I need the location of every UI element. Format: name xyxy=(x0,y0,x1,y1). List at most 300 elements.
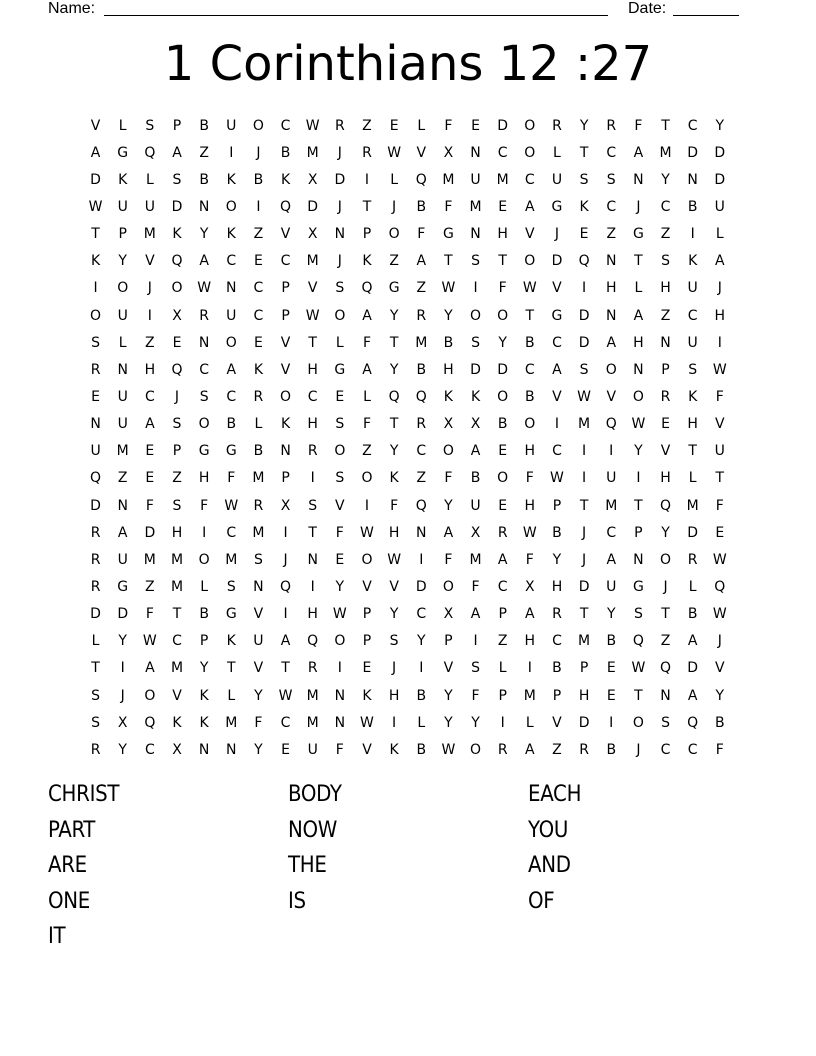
grid-letter[interactable]: P xyxy=(552,687,562,704)
grid-letter[interactable]: X xyxy=(525,578,535,595)
grid-letter[interactable]: Y xyxy=(471,714,480,731)
grid-letter[interactable]: I xyxy=(392,714,397,731)
grid-letter[interactable]: S xyxy=(308,497,318,514)
grid-letter[interactable]: D xyxy=(578,578,590,595)
grid-letter[interactable]: C xyxy=(497,578,508,595)
grid-letter[interactable]: P xyxy=(362,606,372,623)
grid-letter[interactable]: Q xyxy=(415,171,427,188)
grid-letter[interactable]: V xyxy=(253,660,264,677)
grid-letter[interactable]: Y xyxy=(498,334,507,351)
grid-letter[interactable]: K xyxy=(579,198,589,215)
grid-letter[interactable]: U xyxy=(714,443,725,460)
grid-letter[interactable]: H xyxy=(687,416,698,433)
grid-letter[interactable]: F xyxy=(390,497,399,514)
grid-letter[interactable]: O xyxy=(90,307,102,324)
grid-letter[interactable]: R xyxy=(660,388,671,405)
grid-letter[interactable]: O xyxy=(497,388,509,405)
grid-letter[interactable]: A xyxy=(687,687,698,704)
grid-letter[interactable]: R xyxy=(90,578,101,595)
grid-letter[interactable]: Z xyxy=(389,253,399,270)
grid-letter[interactable]: U xyxy=(226,117,237,134)
grid-letter[interactable]: V xyxy=(552,388,562,405)
grid-letter[interactable]: Y xyxy=(389,606,399,623)
grid-letter[interactable]: Z xyxy=(253,226,264,243)
grid-letter[interactable]: R xyxy=(90,524,101,541)
grid-letter[interactable]: W xyxy=(360,714,374,731)
grid-letter[interactable]: Y xyxy=(444,307,453,324)
grid-letter[interactable]: W xyxy=(305,307,320,324)
grid-letter[interactable]: N xyxy=(470,144,481,161)
grid-letter[interactable]: A xyxy=(443,524,454,541)
grid-letter[interactable]: F xyxy=(362,416,371,433)
grid-letter[interactable]: N xyxy=(470,226,481,243)
grid-letter[interactable]: Z xyxy=(362,443,372,460)
grid-letter[interactable]: N xyxy=(198,334,210,351)
grid-letter[interactable]: L xyxy=(118,117,127,134)
grid-letter[interactable]: U xyxy=(687,280,698,297)
grid-letter[interactable]: S xyxy=(661,714,670,731)
grid-letter[interactable]: M xyxy=(659,144,672,161)
grid-letter[interactable]: L xyxy=(553,144,561,161)
grid-letter[interactable]: Y xyxy=(444,714,453,731)
grid-letter[interactable]: Y xyxy=(118,741,127,758)
grid-letter[interactable]: I xyxy=(202,524,207,541)
grid-letter[interactable]: G xyxy=(117,144,129,161)
grid-letter[interactable]: A xyxy=(362,361,372,378)
grid-letter[interactable]: H xyxy=(633,334,644,351)
grid-letter[interactable]: X xyxy=(470,524,481,541)
grid-letter[interactable]: X xyxy=(443,416,454,433)
grid-letter[interactable]: R xyxy=(307,443,318,460)
grid-letter[interactable]: Z xyxy=(660,633,671,650)
grid-letter[interactable]: L xyxy=(363,388,371,405)
grid-letter[interactable]: R xyxy=(416,416,427,433)
grid-letter[interactable]: K xyxy=(280,416,291,433)
grid-letter[interactable]: S xyxy=(471,334,480,351)
grid-letter[interactable]: T xyxy=(634,687,643,704)
grid-letter[interactable]: M xyxy=(225,551,238,568)
grid-letter[interactable]: M xyxy=(686,497,699,514)
grid-letter[interactable]: L xyxy=(254,416,263,433)
grid-letter[interactable]: P xyxy=(661,361,670,378)
grid-letter[interactable]: G xyxy=(225,606,237,623)
grid-letter[interactable]: R xyxy=(362,144,372,161)
grid-letter[interactable]: S xyxy=(172,497,182,514)
grid-letter[interactable]: H xyxy=(660,470,671,487)
grid-letter[interactable]: K xyxy=(443,388,453,405)
grid-letter[interactable]: Y xyxy=(552,551,562,568)
grid-letter[interactable]: W xyxy=(631,660,646,677)
grid-letter[interactable]: K xyxy=(362,687,372,704)
grid-letter[interactable]: L xyxy=(417,117,426,134)
grid-letter[interactable]: R xyxy=(307,660,318,677)
grid-letter[interactable]: J xyxy=(582,524,587,541)
name-blank[interactable] xyxy=(104,15,608,16)
grid-letter[interactable]: O xyxy=(334,633,346,650)
grid-letter[interactable]: V xyxy=(552,714,562,731)
grid-letter[interactable]: Y xyxy=(254,741,263,758)
grid-letter[interactable]: P xyxy=(498,606,507,623)
grid-letter[interactable]: U xyxy=(606,470,617,487)
grid-letter[interactable]: O xyxy=(388,226,400,243)
grid-letter[interactable]: V xyxy=(280,334,291,351)
grid-letter[interactable]: T xyxy=(172,606,182,623)
grid-letter[interactable]: V xyxy=(525,226,535,243)
grid-letter[interactable]: H xyxy=(660,280,671,297)
grid-letter[interactable]: E xyxy=(281,741,290,758)
grid-letter[interactable]: F xyxy=(417,226,426,243)
grid-letter[interactable]: A xyxy=(226,361,237,378)
grid-letter[interactable]: G xyxy=(334,361,346,378)
grid-letter[interactable]: D xyxy=(334,171,346,188)
grid-letter[interactable]: Q xyxy=(90,470,102,487)
grid-letter[interactable]: O xyxy=(524,117,536,134)
grid-letter[interactable]: A xyxy=(470,443,481,460)
grid-letter[interactable]: K xyxy=(118,171,128,188)
grid-letter[interactable]: E xyxy=(335,388,345,405)
grid-letter[interactable]: S xyxy=(335,470,345,487)
grid-letter[interactable]: Z xyxy=(145,334,155,351)
grid-letter[interactable]: U xyxy=(117,307,128,324)
grid-letter[interactable]: M xyxy=(170,660,184,677)
grid-letter[interactable]: V xyxy=(362,578,372,595)
grid-letter[interactable]: A xyxy=(687,633,698,650)
grid-letter[interactable]: E xyxy=(145,470,155,487)
grid-letter[interactable]: N xyxy=(334,714,346,731)
grid-letter[interactable]: Z xyxy=(145,578,155,595)
grid-letter[interactable]: X xyxy=(470,416,481,433)
grid-letter[interactable]: V xyxy=(389,578,399,595)
grid-letter[interactable]: O xyxy=(442,578,454,595)
grid-letter[interactable]: Y xyxy=(715,117,725,134)
grid-letter[interactable]: O xyxy=(442,443,454,460)
grid-letter[interactable]: V xyxy=(552,280,562,297)
grid-letter[interactable]: W xyxy=(577,388,592,405)
grid-letter[interactable]: P xyxy=(281,280,290,297)
grid-letter[interactable]: M xyxy=(143,226,156,243)
grid-letter[interactable]: C xyxy=(552,633,562,650)
grid-letter[interactable]: H xyxy=(714,307,726,324)
grid-letter[interactable]: I xyxy=(636,470,641,487)
grid-letter[interactable]: T xyxy=(498,253,507,270)
grid-letter[interactable]: O xyxy=(632,388,644,405)
grid-letter[interactable]: Y xyxy=(634,443,643,460)
grid-letter[interactable]: E xyxy=(172,334,182,351)
grid-letter[interactable]: A xyxy=(633,144,644,161)
grid-letter[interactable]: N xyxy=(416,524,427,541)
grid-letter[interactable]: X xyxy=(307,226,318,243)
grid-letter[interactable]: I xyxy=(310,470,315,487)
grid-letter[interactable]: J xyxy=(147,280,152,297)
grid-letter[interactable]: Z xyxy=(416,280,427,297)
grid-letter[interactable]: P xyxy=(281,307,290,324)
grid-letter[interactable]: C xyxy=(226,388,237,405)
grid-letter[interactable]: S xyxy=(91,687,101,704)
grid-letter[interactable]: E xyxy=(606,687,616,704)
grid-letter[interactable]: N xyxy=(633,171,644,188)
grid-letter[interactable]: D xyxy=(687,660,699,677)
grid-letter[interactable]: N xyxy=(687,171,698,188)
grid-letter[interactable]: T xyxy=(91,660,100,677)
grid-letter[interactable]: O xyxy=(225,198,237,215)
grid-letter[interactable]: H xyxy=(144,361,156,378)
grid-letter[interactable]: H xyxy=(198,470,210,487)
grid-letter[interactable]: Z xyxy=(416,470,427,487)
grid-letter[interactable]: B xyxy=(497,416,508,433)
date-blank[interactable] xyxy=(673,15,739,16)
grid-letter[interactable]: N xyxy=(253,578,264,595)
grid-letter[interactable]: M xyxy=(306,144,319,161)
grid-letter[interactable]: B xyxy=(552,660,562,677)
grid-letter[interactable]: O xyxy=(632,714,644,731)
grid-letter[interactable]: V xyxy=(660,443,671,460)
grid-letter[interactable]: K xyxy=(172,226,182,243)
grid-letter[interactable]: D xyxy=(307,198,319,215)
grid-letter[interactable]: P xyxy=(552,497,562,514)
grid-letter[interactable]: T xyxy=(579,144,589,161)
grid-letter[interactable]: W xyxy=(522,280,537,297)
grid-letter[interactable]: I xyxy=(473,633,478,650)
grid-letter[interactable]: S xyxy=(335,416,345,433)
grid-letter[interactable]: F xyxy=(715,388,724,405)
grid-letter[interactable]: F xyxy=(444,470,453,487)
grid-letter[interactable]: I xyxy=(609,443,614,460)
grid-letter[interactable]: G xyxy=(442,226,454,243)
grid-letter[interactable]: S xyxy=(389,633,399,650)
grid-letter[interactable]: Y xyxy=(715,687,725,704)
grid-letter[interactable]: N xyxy=(117,361,128,378)
grid-letter[interactable]: H xyxy=(388,687,400,704)
grid-letter[interactable]: A xyxy=(90,144,101,161)
grid-letter[interactable]: D xyxy=(578,714,590,731)
grid-letter[interactable]: F xyxy=(498,280,507,297)
grid-letter[interactable]: L xyxy=(390,171,399,188)
grid-letter[interactable]: G xyxy=(632,226,644,243)
grid-letter[interactable]: O xyxy=(497,470,509,487)
grid-letter[interactable]: M xyxy=(469,198,482,215)
grid-letter[interactable]: O xyxy=(660,551,672,568)
grid-letter[interactable]: J xyxy=(337,253,342,270)
grid-letter[interactable]: Z xyxy=(606,226,617,243)
grid-letter[interactable]: T xyxy=(444,253,453,270)
grid-letter[interactable]: Q xyxy=(687,714,699,731)
grid-letter[interactable]: Q xyxy=(388,388,400,405)
grid-letter[interactable]: A xyxy=(117,524,128,541)
grid-letter[interactable]: P xyxy=(118,226,127,243)
grid-letter[interactable]: U xyxy=(226,307,237,324)
grid-letter[interactable]: B xyxy=(226,416,237,433)
grid-letter[interactable]: W xyxy=(332,606,347,623)
grid-letter[interactable]: Y xyxy=(389,443,399,460)
grid-letter[interactable]: I xyxy=(717,334,722,351)
grid-letter[interactable]: V xyxy=(145,253,155,270)
grid-letter[interactable]: E xyxy=(253,253,263,270)
grid-letter[interactable]: M xyxy=(578,633,591,650)
grid-letter[interactable]: T xyxy=(308,334,317,351)
grid-letter[interactable]: N xyxy=(198,741,210,758)
grid-letter[interactable]: V xyxy=(715,416,725,433)
grid-letter[interactable]: N xyxy=(334,687,346,704)
grid-letter[interactable]: I xyxy=(283,524,288,541)
grid-letter[interactable]: U xyxy=(307,741,318,758)
grid-letter[interactable]: N xyxy=(226,280,237,297)
grid-letter[interactable]: P xyxy=(281,470,290,487)
grid-letter[interactable]: H xyxy=(524,633,536,650)
grid-letter[interactable]: D xyxy=(171,198,183,215)
grid-letter[interactable]: Y xyxy=(579,117,589,134)
grid-letter[interactable]: E xyxy=(253,334,263,351)
grid-letter[interactable]: Z xyxy=(552,741,562,758)
grid-letter[interactable]: A xyxy=(497,551,508,568)
grid-letter[interactable]: S xyxy=(471,253,480,270)
grid-letter[interactable]: C xyxy=(280,714,291,731)
grid-letter[interactable]: R xyxy=(90,741,101,758)
grid-letter[interactable]: Z xyxy=(117,470,128,487)
grid-letter[interactable]: J xyxy=(283,551,288,568)
grid-letter[interactable]: O xyxy=(524,144,536,161)
grid-letter[interactable]: I xyxy=(364,497,370,514)
grid-letter[interactable]: Y xyxy=(389,361,399,378)
grid-letter[interactable]: J xyxy=(337,144,342,161)
grid-letter[interactable]: I xyxy=(120,660,125,677)
grid-letter[interactable]: R xyxy=(90,361,101,378)
grid-letter[interactable]: E xyxy=(471,117,480,134)
grid-letter[interactable]: D xyxy=(578,307,590,324)
grid-letter[interactable]: B xyxy=(253,171,264,188)
grid-letter[interactable]: F xyxy=(715,741,724,758)
grid-letter[interactable]: L xyxy=(688,578,697,595)
grid-letter[interactable]: Q xyxy=(632,633,644,650)
grid-letter[interactable]: V xyxy=(253,606,264,623)
grid-letter[interactable]: K xyxy=(688,253,698,270)
grid-letter[interactable]: V xyxy=(715,660,725,677)
grid-letter[interactable]: B xyxy=(416,687,427,704)
grid-letter[interactable]: V xyxy=(280,226,291,243)
grid-letter[interactable]: C xyxy=(253,307,264,324)
grid-letter[interactable]: W xyxy=(387,551,402,568)
grid-letter[interactable]: E xyxy=(145,443,155,460)
grid-letter[interactable]: T xyxy=(688,443,697,460)
grid-letter[interactable]: A xyxy=(145,660,155,677)
grid-letter[interactable]: R xyxy=(687,551,698,568)
grid-letter[interactable]: L xyxy=(200,578,209,595)
grid-letter[interactable]: U xyxy=(606,578,617,595)
grid-letter[interactable]: T xyxy=(389,334,399,351)
grid-letter[interactable]: C xyxy=(172,633,182,650)
grid-letter[interactable]: M xyxy=(415,334,428,351)
grid-letter[interactable]: H xyxy=(524,497,536,514)
grid-letter[interactable]: L xyxy=(118,334,127,351)
grid-letter[interactable]: U xyxy=(144,198,155,215)
grid-letter[interactable]: J xyxy=(717,280,722,297)
grid-letter[interactable]: V xyxy=(280,361,291,378)
grid-letter[interactable]: S xyxy=(91,714,101,731)
grid-letter[interactable]: F xyxy=(471,578,480,595)
grid-letter[interactable]: D xyxy=(470,361,481,378)
grid-letter[interactable]: C xyxy=(226,524,237,541)
grid-letter[interactable]: C xyxy=(226,253,237,270)
grid-letter[interactable]: V xyxy=(90,117,101,134)
grid-letter[interactable]: T xyxy=(362,198,372,215)
grid-letter[interactable]: F xyxy=(525,551,534,568)
grid-letter[interactable]: P xyxy=(362,226,372,243)
grid-letter[interactable]: C xyxy=(687,741,698,758)
grid-letter[interactable]: M xyxy=(469,551,482,568)
grid-letter[interactable]: A xyxy=(715,253,725,270)
grid-letter[interactable]: I xyxy=(229,144,234,161)
grid-letter[interactable]: I xyxy=(93,280,98,297)
grid-letter[interactable]: L xyxy=(634,280,643,297)
grid-letter[interactable]: M xyxy=(523,687,536,704)
grid-letter[interactable]: U xyxy=(253,633,264,650)
grid-letter[interactable]: F xyxy=(200,497,209,514)
grid-letter[interactable]: F xyxy=(471,687,480,704)
grid-letter[interactable]: A xyxy=(525,741,535,758)
grid-letter[interactable]: O xyxy=(470,741,482,758)
grid-letter[interactable]: Z xyxy=(362,117,372,134)
grid-letter[interactable]: R xyxy=(253,497,264,514)
grid-letter[interactable]: D xyxy=(687,144,699,161)
grid-letter[interactable]: I xyxy=(554,416,560,433)
grid-letter[interactable]: Y xyxy=(254,687,263,704)
grid-letter[interactable]: C xyxy=(524,171,535,188)
grid-letter[interactable]: B xyxy=(443,334,454,351)
grid-letter[interactable]: T xyxy=(661,606,670,623)
grid-letter[interactable]: N xyxy=(606,253,617,270)
grid-letter[interactable]: I xyxy=(473,280,478,297)
grid-letter[interactable]: A xyxy=(280,633,291,650)
grid-letter[interactable]: C xyxy=(552,443,562,460)
grid-letter[interactable]: E xyxy=(606,660,616,677)
grid-letter[interactable]: L xyxy=(145,171,154,188)
grid-letter[interactable]: D xyxy=(415,578,427,595)
grid-letter[interactable]: X xyxy=(172,307,182,324)
grid-letter[interactable]: F xyxy=(335,741,344,758)
grid-letter[interactable]: U xyxy=(470,171,481,188)
grid-letter[interactable]: C xyxy=(524,361,535,378)
grid-letter[interactable]: S xyxy=(199,388,209,405)
grid-letter[interactable]: I xyxy=(527,660,532,677)
grid-letter[interactable]: H xyxy=(171,524,183,541)
grid-letter[interactable]: K xyxy=(199,714,209,731)
grid-letter[interactable]: K xyxy=(90,253,101,270)
grid-letter[interactable]: I xyxy=(283,606,288,623)
grid-letter[interactable]: E xyxy=(579,226,589,243)
grid-letter[interactable]: B xyxy=(525,334,535,351)
grid-letter[interactable]: T xyxy=(661,117,670,134)
grid-letter[interactable]: K xyxy=(172,714,182,731)
grid-letter[interactable]: O xyxy=(144,687,156,704)
grid-letter[interactable]: S xyxy=(172,416,182,433)
grid-letter[interactable]: E xyxy=(715,524,725,541)
grid-letter[interactable]: F xyxy=(634,117,643,134)
grid-letter[interactable]: O xyxy=(117,280,129,297)
grid-letter[interactable]: I xyxy=(609,714,614,731)
grid-letter[interactable]: H xyxy=(307,361,318,378)
grid-letter[interactable]: O xyxy=(252,117,264,134)
grid-letter[interactable]: U xyxy=(117,198,128,215)
grid-letter[interactable]: L xyxy=(91,633,100,650)
grid-letter[interactable]: M xyxy=(578,416,591,433)
grid-letter[interactable]: W xyxy=(278,687,293,704)
grid-letter[interactable]: O xyxy=(524,253,536,270)
grid-letter[interactable]: Q xyxy=(578,253,590,270)
grid-letter[interactable]: B xyxy=(416,198,427,215)
grid-letter[interactable]: F xyxy=(525,470,534,487)
grid-letter[interactable]: I xyxy=(337,660,342,677)
grid-letter[interactable]: N xyxy=(660,687,671,704)
grid-letter[interactable]: E xyxy=(362,660,372,677)
